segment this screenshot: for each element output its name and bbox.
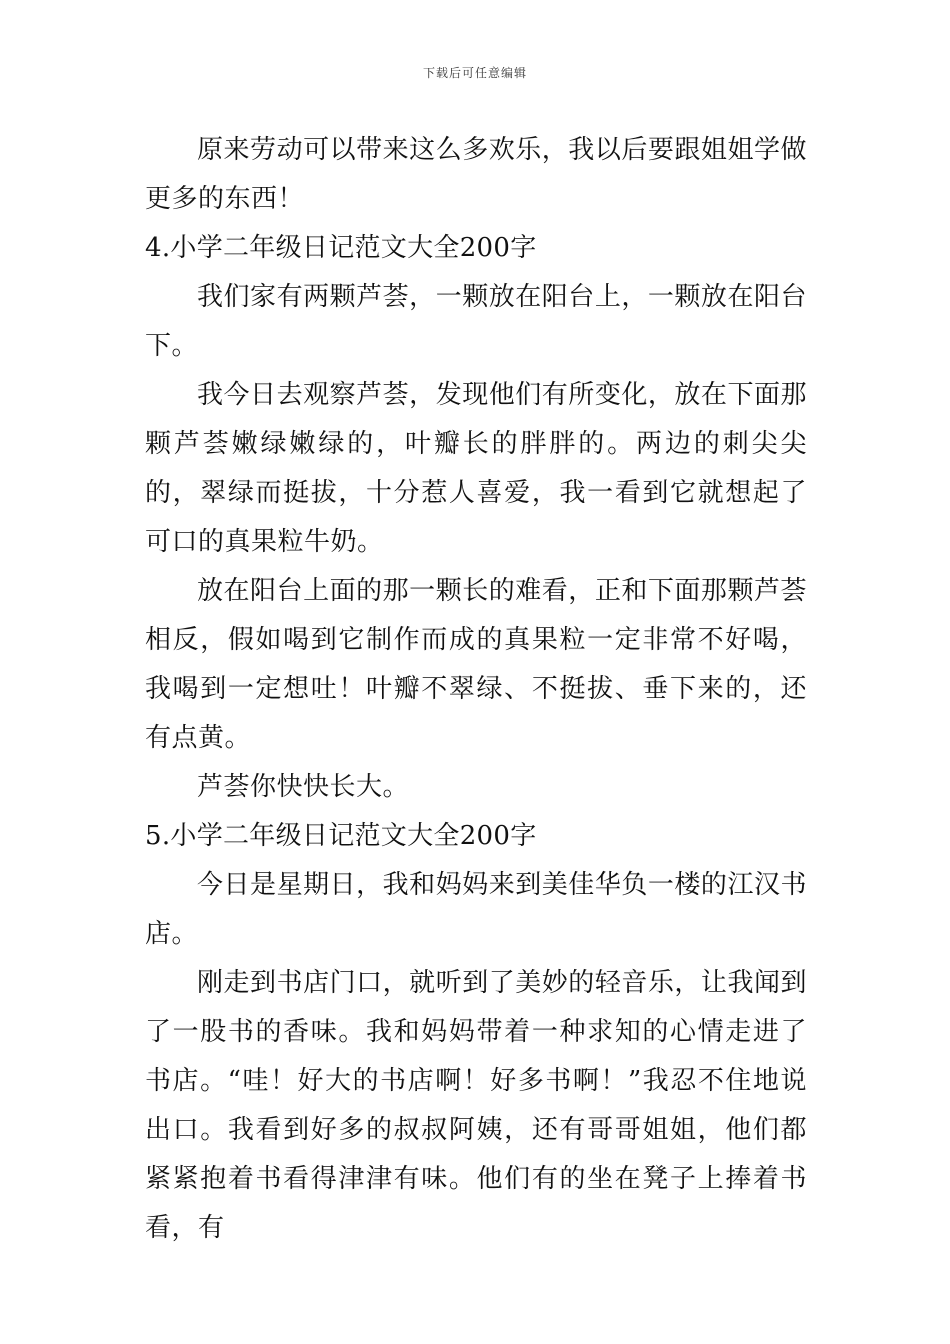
- paragraph-sunday-bookstore: 今日是星期日，我和妈妈来到美佳华负一楼的江汉书店。: [145, 870, 807, 949]
- paragraph-upper-aloe: 放在阳台上面的那一颗长的难看，正和下面那颗芦荟相反，假如喝到它制作而成的真果粒一定非常不好喝，我喝到一定想吐！叶瓣不翠绿、不挺拔、垂下来的，还有点黄。: [145, 576, 807, 753]
- paragraph-labor-joy: 原来劳动可以带来这么多欢乐，我以后要跟姐姐学做更多的东西！: [145, 135, 807, 214]
- page-header-note: 下载后可任意编辑: [422, 66, 527, 80]
- section-heading-5: 5.小学二年级日记范文大全200字: [145, 821, 537, 851]
- paragraph-observe-aloe: 我今日去观察芦荟，发现他们有所变化，放在下面那颗芦荟嫩绿嫩绿的，叶瓣长的胖胖的。两边的刺尖尖的，翠绿而挺拔，十分惹人喜爱，我一看到它就想起了可口的真果粒牛奶。: [145, 380, 807, 557]
- paragraph-grow-up: 芦荟你快快长大。: [197, 772, 410, 802]
- document-body: [145, 126, 807, 1253]
- paragraph-bookstore-scene: 刚走到书店门口，就听到了美妙的轻音乐，让我闻到了一股书的香味。我和妈妈带着一种求知的心情走进了书店。“哇！好大的书店啊！好多书啊！”我忍不住地说出口。我看到好多的叔叔阿姨，还有哥哥姐姐，他们都紧紧抱着书看得津津有味。他们有的坐在凳子上捧着书看，有: [145, 968, 807, 1243]
- section-heading-4: 4.小学二年级日记范文大全200字: [145, 233, 537, 263]
- paragraph-two-aloes: 我们家有两颗芦荟，一颗放在阳台上，一颗放在阳台下。: [145, 282, 807, 361]
